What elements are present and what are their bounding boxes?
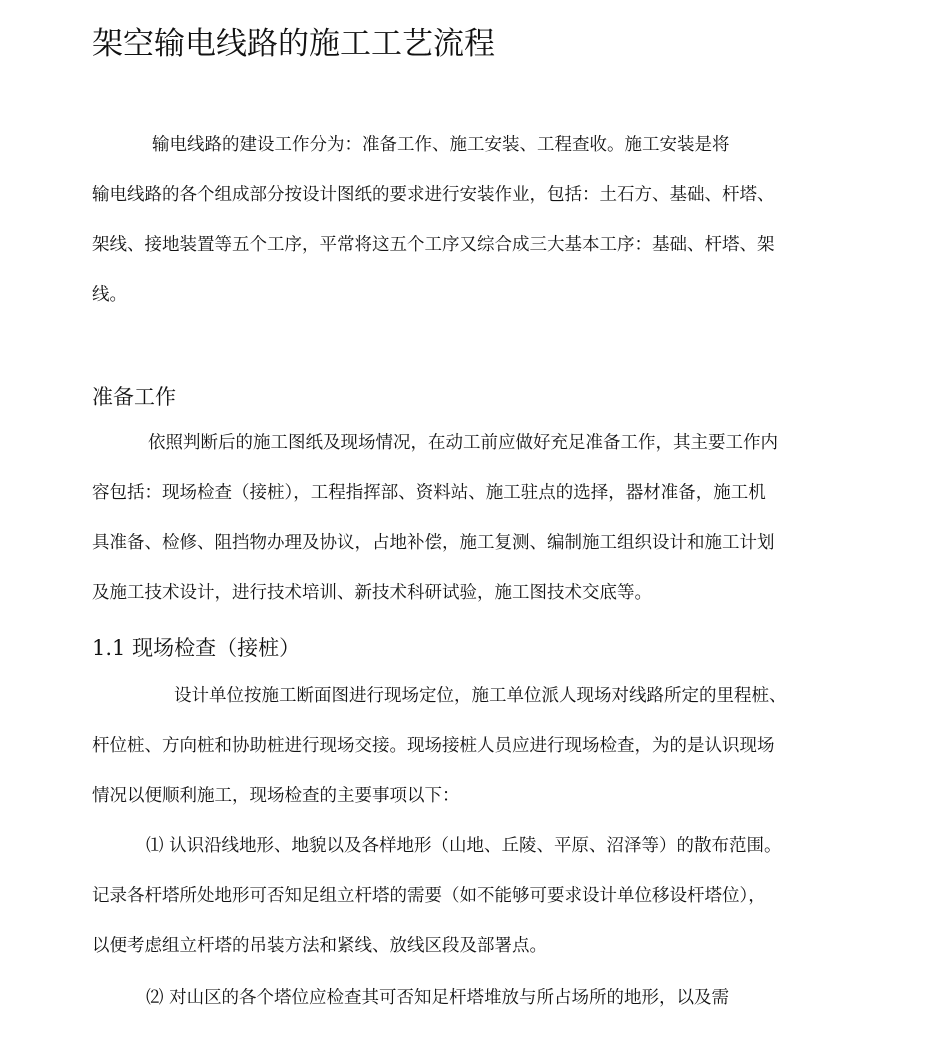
s11-line-7: ⑵ 对山区的各个塔位应检查其可否知足杆塔堆放与所占场所的地形，以及需 xyxy=(146,988,730,1008)
intro-line-2: 输电线路的各个组成部分按设计图纸的要求进行安装作业，包括：土石方、基础、杆塔、 xyxy=(92,185,775,205)
prep-line-4: 及施工技术设计，进行技术培训、新技术科研试验，施工图技术交底等。 xyxy=(92,583,652,603)
intro-line-1: 输电线路的建设工作分为：准备工作、施工安装、工程查收。施工安装是将 xyxy=(152,135,730,155)
document-title: 架空输电线路的施工工艺流程 xyxy=(92,26,495,62)
intro-line-4: 线。 xyxy=(92,285,127,305)
prep-line-1: 依照判断后的施工图纸及现场情况，在动工前应做好充足准备工作，其主要工作内 xyxy=(148,433,778,453)
prep-line-3: 具准备、检修、阻挡物办理及协议，占地补偿，施工复测、编制施工组织设计和施工计划 xyxy=(92,533,775,553)
prep-line-2: 容包括：现场检查（接桩），工程指挥部、资料站、施工驻点的选择，器材准备，施工机 xyxy=(92,483,766,503)
section-heading-prep: 准备工作 xyxy=(92,385,176,409)
s11-line-2: 杆位桩、方向桩和协助桩进行现场交接。现场接桩人员应进行现场检查，为的是认识现场 xyxy=(92,736,775,756)
s11-line-6: 以便考虑组立杆塔的吊装方法和紧线、放线区段及部署点。 xyxy=(92,936,547,956)
s11-line-3: 情况以便顺利施工，现场检查的主要事项以下： xyxy=(92,786,460,806)
s11-line-5: 记录各杆塔所处地形可否知足组立杆塔的需要（如不能够可要求设计单位移设杆塔位）， xyxy=(92,886,766,906)
s11-line-4: ⑴ 认识沿线地形、地貌以及各样地形（山地、丘陵、平原、沼泽等）的散布范围。 xyxy=(146,836,782,856)
section-heading-1-1: 1.1 现场检查（接桩） xyxy=(92,636,301,660)
intro-line-3: 架线、接地装置等五个工序，平常将这五个工序又综合成三大基本工序：基础、杆塔、架 xyxy=(92,235,775,255)
s11-line-1: 设计单位按施工断面图进行现场定位，施工单位派人现场对线路所定的里程桩、 xyxy=(174,686,787,706)
